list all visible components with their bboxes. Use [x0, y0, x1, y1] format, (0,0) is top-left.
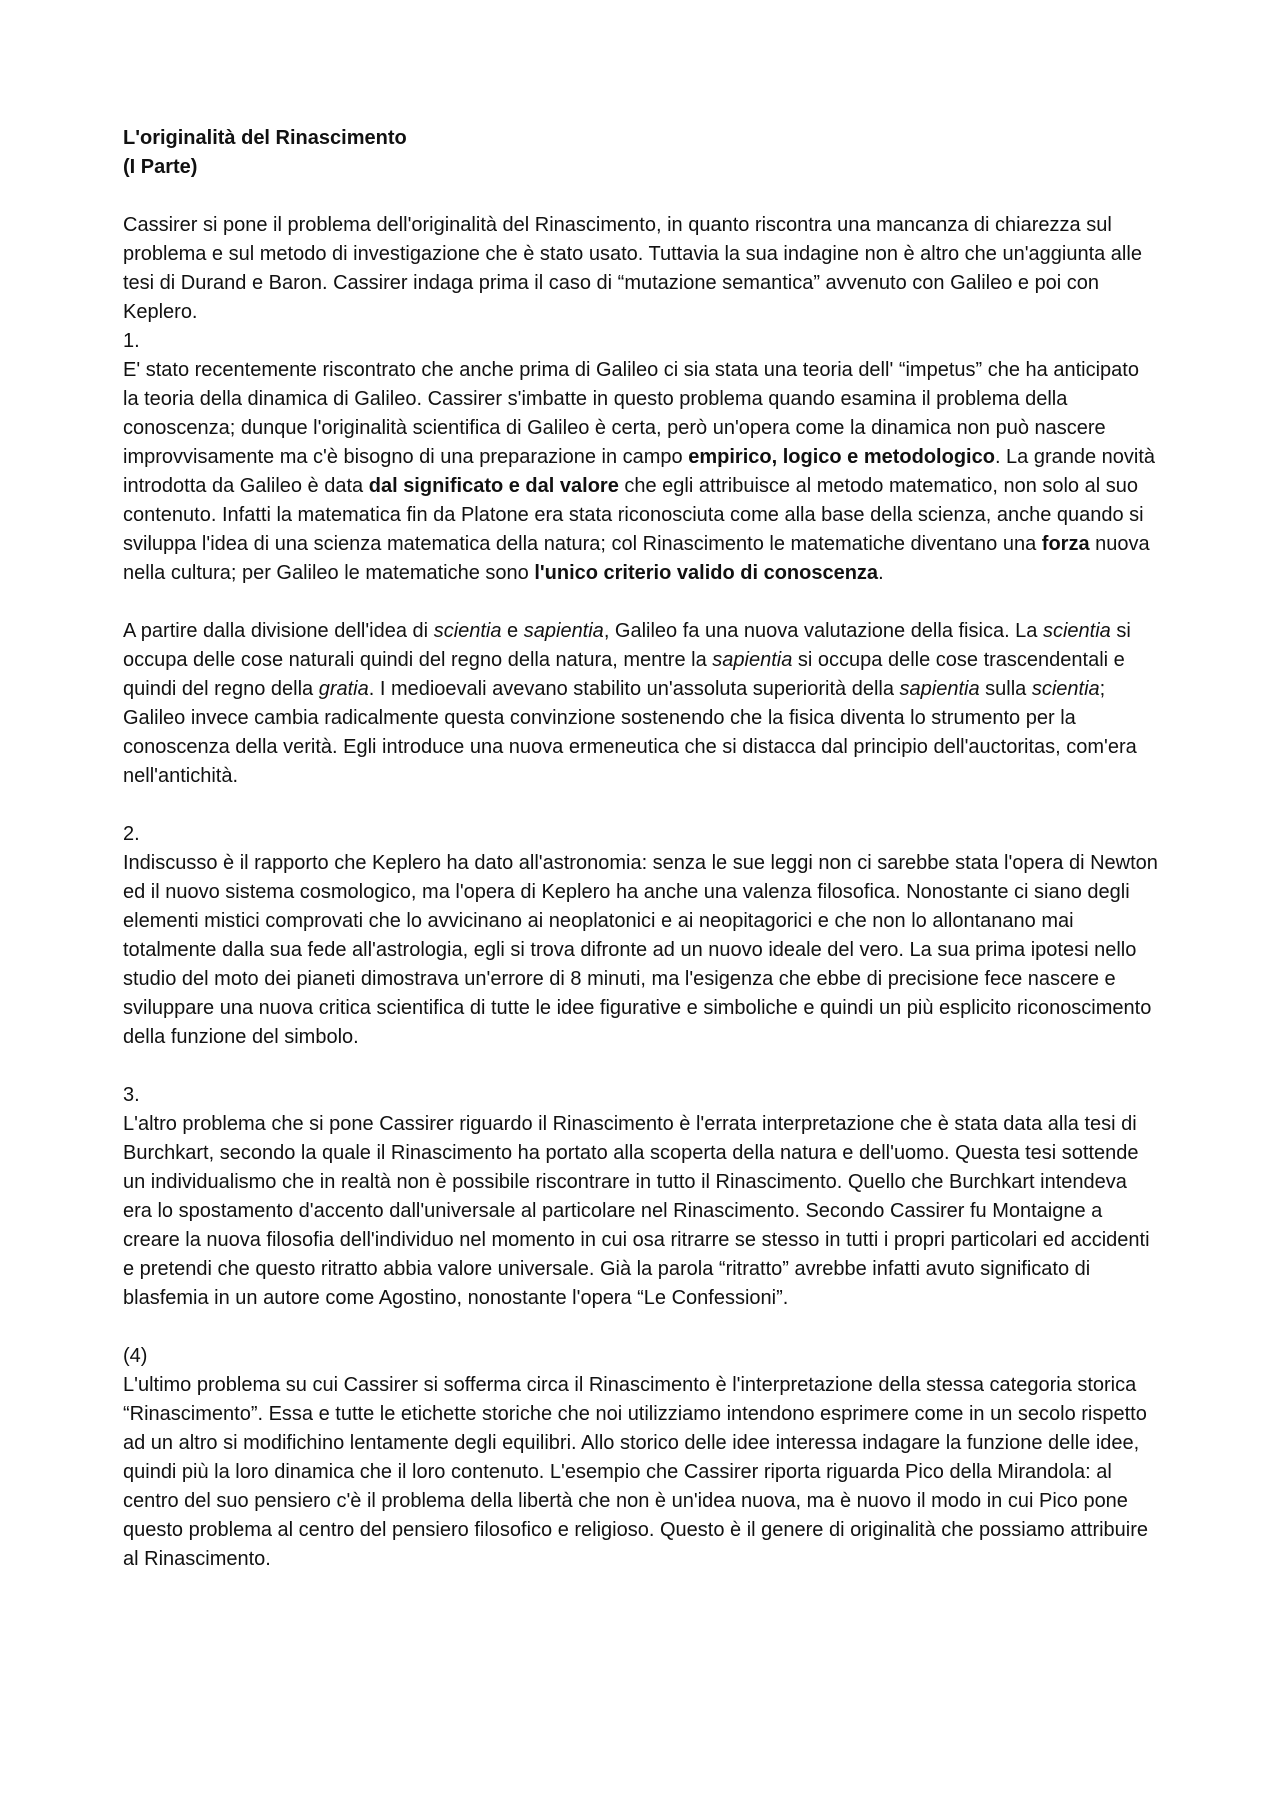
section-1-paragraph	[123, 356, 1160, 588]
section-2-paragraph: Indiscusso è il rapporto che Keplero ha dato all'astronomia: senza le sue leggi non ci sarebbe stata l'opera di Newton ed il nuovo sistema cosmologico, ma l'opera di Keplero ha anche una valenza filosofica. Nonostante ci siano degli elementi mistici comprovati che lo avvicinano ai neoplatonici e ai neopitagorici e che non lo allontanano mai totalmente dalla sua fede all'astrologia, egli si trova difronte ad un nuovo ideale del vero. La sua prima ipotesi nello studio del moto dei pianeti dimostrava un'errore di 8 minuti, ma l'esigenza che ebbe di precisione fece nascere e sviluppare una nuova critica scientifica di tutte le idee figurative e simboliche e quindi un più esplicito riconoscimento della funzione del simbolo.	[123, 852, 1158, 1048]
s1-bold-4: l'unico criterio valido di conoscenza	[534, 562, 879, 584]
s1b-italic-1: scientia	[433, 620, 502, 642]
s1-bold-3: forza	[1041, 533, 1090, 555]
s1b-text-2: e	[501, 620, 524, 642]
s1-text-4: nuova nella cultura; per Galileo le matematiche sono	[123, 533, 1150, 584]
s1-text-5: .	[878, 562, 884, 584]
s1-text-3: che egli attribuisce al metodo matematico, non solo al suo contenuto. Infatti la matematica fin da Platone era stata riconosciuta come alla base della scienza, anche quando si sviluppa l'idea di una scienza matematica della natura; col Rinascimento le matematiche diventano una	[123, 475, 1144, 555]
spacer	[123, 1052, 1160, 1081]
s1b-text-5: si occupa delle cose trascendentali e quindi del regno della	[123, 649, 1125, 700]
s1b-text-7: sulla	[979, 678, 1032, 700]
section-number-2: 2.	[123, 823, 140, 845]
section-4-paragraph: L'ultimo problema su cui Cassirer si sofferma circa il Rinascimento è l'interpretazione della stessa categoria storica “Rinascimento”. Essa e tutte le etichette storiche che noi utilizziamo intendono esprimere come in un secolo rispetto ad un altro si modifichino lentamente degli equilibri. Allo storico delle idee interessa indagare la funzione delle idee, quindi più la loro dinamica che il loro contenuto. L'esempio che Cassirer riporta riguarda Pico della Mirandola: al centro del suo pensiero c'è il problema della libertà che non è un'idea nuova, ma è nuovo il modo in cui Pico pone questo problema al centro del pensiero filosofico e religioso. Questo è il genere di originalità che possiamo attribuire al Rinascimento.	[123, 1374, 1149, 1570]
s1b-italic-5: gratia	[318, 678, 369, 700]
s1b-italic-6: sapientia	[899, 678, 980, 700]
section-number-4: (4)	[123, 1345, 148, 1367]
intro-paragraph: Cassirer si pone il problema dell'originalità del Rinascimento, in quanto riscontra una mancanza di chiarezza sul problema e sul metodo di investigazione che è stato usato. Tuttavia la sua indagine non è altro che un'aggiunta alle tesi di Durand e Baron. Cassirer indaga prima il caso di “mutazione semantica” avvenuto con Galileo e poi con Keplero.	[123, 214, 1142, 323]
section-3-paragraph: L'altro problema che si pone Cassirer riguardo il Rinascimento è l'errata interpretazione che è stata data alla tesi di Burchkart, secondo la quale il Rinascimento ha portato alla scoperta della natura e dell'uomo. Questa tesi sottende un individualismo che in realtà non è possibile riscontrare in tutto il Rinascimento. Quello che Burchkart intendeva era lo spostamento d'accento dall'universale al particolare nel Rinascimento. Secondo Cassirer fu Montaigne a creare la nuova filosofia dell'individuo nel momento in cui osa ritrarre se stesso in tutti i propri particolari ed accidenti e pretendi che questo ritratto abbia valore universale. Già la parola “ritratto” avrebbe infatti avuto significato di blasfemia in un autore come Agostino, nonostante l'opera “Le Confessioni”.	[123, 1113, 1150, 1309]
s1b-italic-2: sapientia	[523, 620, 604, 642]
s1b-text-8: ; Galileo invece cambia radicalmente questa convinzione sostenendo che la fisica diventa lo strumento per la conoscenza della verità. Egli introduce una nuova ermeneutica che si distacca dal principio dell'auctoritas, com'era nell'antichità.	[123, 678, 1137, 787]
section-1b-paragraph	[123, 617, 1160, 791]
s1b-italic-4: sapientia	[712, 649, 793, 671]
section-number-3: 3.	[123, 1084, 140, 1106]
s1-text-1: E' stato recentemente riscontrato che anche prima di Galileo ci sia stata una teoria dell' “impetus” che ha anticipato la teoria della dinamica di Galileo. Cassirer s'imbatte in questo problema quando esamina il problema della conoscenza; dunque l'originalità scientifica di Galileo è certa, però un'opera come la dinamica non può nascere improvvisamente ma c'è bisogno di una preparazione in campo	[123, 359, 1139, 468]
title-line-1: L'originalità del Rinascimento	[123, 127, 407, 149]
spacer	[123, 791, 1160, 820]
s1-bold-2: dal significato e dal valore	[368, 475, 619, 497]
title-line-2: (I Parte)	[123, 156, 198, 178]
spacer	[123, 1313, 1160, 1342]
s1-bold-1: empirico, logico e metodologico	[688, 446, 995, 468]
s1-text-2: . La grande novità introdotta da Galileo è data	[123, 446, 1156, 497]
s1b-italic-3: scientia	[1042, 620, 1111, 642]
s1b-text-3: , Galileo fa una nuova valutazione della fisica. La	[603, 620, 1043, 642]
s1b-italic-7: scientia	[1031, 678, 1100, 700]
s1b-text-1: A partire dalla divisione dell'idea di	[123, 620, 434, 642]
s1b-text-6: . I medioevali avevano stabilito un'assoluta superiorità della	[368, 678, 900, 700]
spacer	[123, 588, 1160, 617]
document-title	[123, 124, 1160, 182]
section-number-1: 1.	[123, 330, 140, 352]
s1b-text-4: si occupa delle cose naturali quindi del regno della natura, mentre la	[123, 620, 1131, 671]
spacer	[123, 182, 1160, 211]
